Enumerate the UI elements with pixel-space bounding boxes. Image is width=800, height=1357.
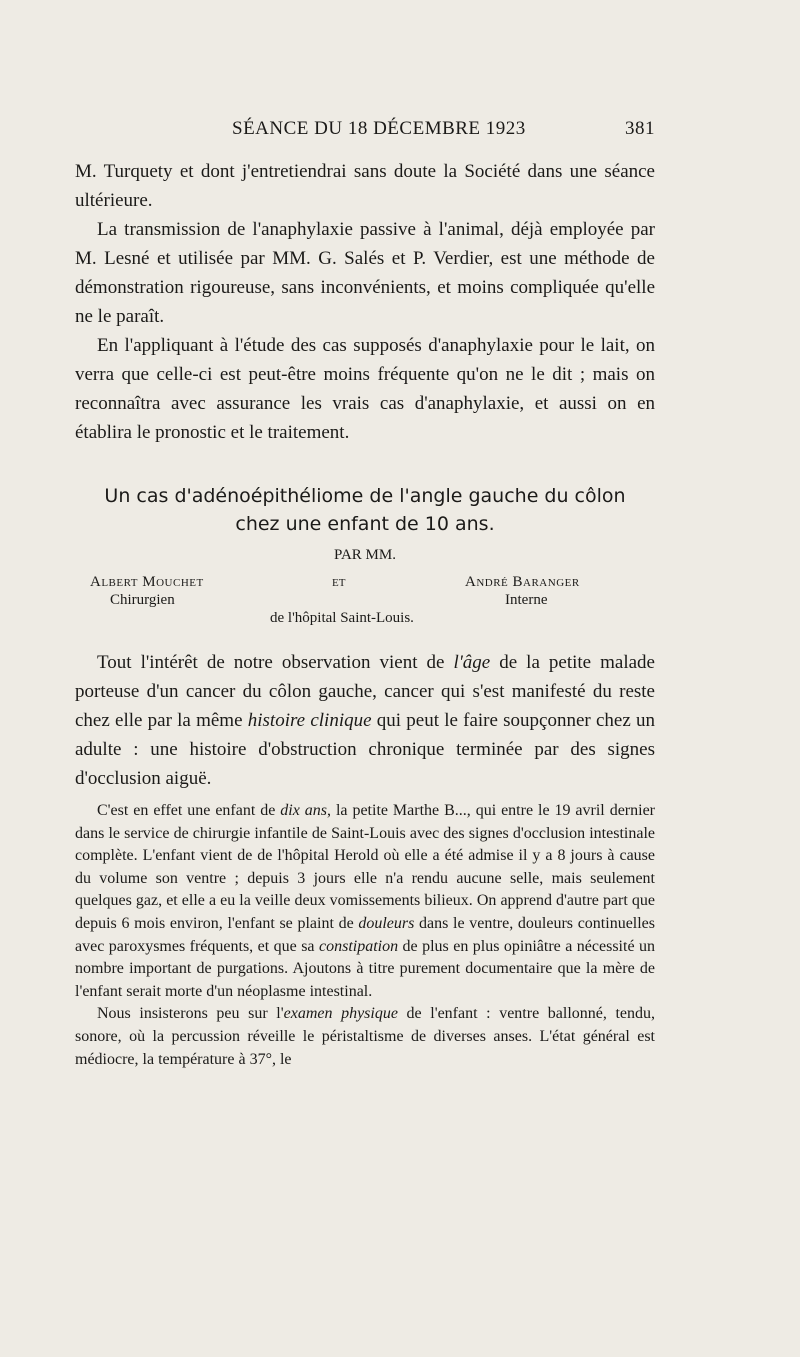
observation-section bbox=[75, 800, 655, 1071]
article-title bbox=[75, 482, 655, 538]
italic-run: constipation bbox=[318, 937, 399, 955]
paragraph: En l'appliquant à l'étude des cas supposés d'anaphylaxie pour le lait, on verra que celle-ci est peut-être moins fréquente qu'on ne le dit ; mais on reconnaîtra avec assurance les vrais cas d'anaphylaxie, et aussi on en établira le pronostic et le traitement. bbox=[75, 335, 655, 443]
text-run: C'est en effet une enfant de bbox=[97, 802, 281, 819]
text-run: Tout l'intérêt de notre observation vient de bbox=[97, 652, 454, 673]
author-affiliation: de l'hôpital Saint-Louis. bbox=[270, 610, 414, 626]
page-number: 381 bbox=[625, 118, 655, 139]
italic-run: histoire clinique bbox=[247, 710, 372, 731]
running-head: SÉANCE DU 18 DÉCEMBRE 1923 bbox=[232, 118, 526, 139]
text-run: de l'enfant : ventre ballonné, tendu, sonore, où la percussion réveille le péristaltisme de diverses anses. L'état général est médiocre, la température à 37°, le bbox=[75, 1005, 656, 1068]
title-line: Un cas d'adénoépithéliome de l'angle gauche du côlon bbox=[104, 485, 626, 507]
text-run: de plus en plus opiniâtre a nécessité un nombre important de purgations. Ajoutons à titre purement documentaire que la mère de l'enfant serait morte d'un néoplasme intestinal. bbox=[75, 937, 656, 1000]
paragraph: M. Turquety et dont j'entretiendrai sans doute la Société dans une séance ultérieure. bbox=[75, 161, 655, 211]
author-role: Interne bbox=[505, 592, 548, 608]
text-run: qui peut le faire soupçonner chez un adulte : une histoire d'obstruction chronique terminée par des signes d'occlusion aiguë. bbox=[75, 710, 655, 789]
paragraph: La transmission de l'anaphylaxie passive à l'animal, déjà employée par M. Lesné et utilisée par MM. G. Salés et P. Verdier, est une méthode de démonstration rigoureuse, sans inconvénients, et moins compliquée qu'elle ne le paraît. bbox=[75, 219, 655, 327]
paragraph bbox=[75, 1003, 655, 1071]
intro-section bbox=[75, 157, 655, 447]
lead-section bbox=[75, 648, 655, 793]
italic-run: l'âge bbox=[453, 652, 491, 673]
text-run: Nous insisterons peu sur l' bbox=[97, 1005, 284, 1023]
author-role: Chirurgien bbox=[110, 592, 175, 608]
text-run: dans le ventre, douleurs continuelles avec paroxysmes fréquents, et que sa bbox=[75, 914, 656, 955]
author-name: André Baranger bbox=[465, 574, 580, 590]
italic-run: douleurs bbox=[358, 914, 415, 932]
paragraph bbox=[75, 800, 655, 1003]
text-run: , la petite Marthe B..., qui entre le 19 avril dernier dans le service de chirurgie infantile de Saint-Louis avec des signes d'occlusion intestinale complète. L'enfant vient de de l'hôpital Herold où elle a été admise il y a 8 jours à cause du volume son ventre ; depuis 3 jours elle n'a rendu aucune selle, mais seulement quelques gaz, et elle a eu la veille deux vomissements bilieux. On apprend d'autre part que depuis 6 mois environ, l'enfant se plaint de bbox=[75, 802, 656, 932]
text-run: de la petite malade porteuse d'un cancer du côlon gauche, cancer qui s'est manifesté du reste chez elle par la même bbox=[75, 652, 655, 731]
title-line: chez une enfant de 10 ans. bbox=[235, 513, 495, 535]
italic-run: dix ans bbox=[280, 802, 328, 819]
byline-par: PAR MM. bbox=[334, 547, 396, 563]
author-name: Albert Mouchet bbox=[90, 574, 204, 590]
author-conjunction: et bbox=[332, 574, 346, 590]
paragraph bbox=[75, 648, 655, 793]
italic-run: examen physique bbox=[283, 1005, 398, 1023]
